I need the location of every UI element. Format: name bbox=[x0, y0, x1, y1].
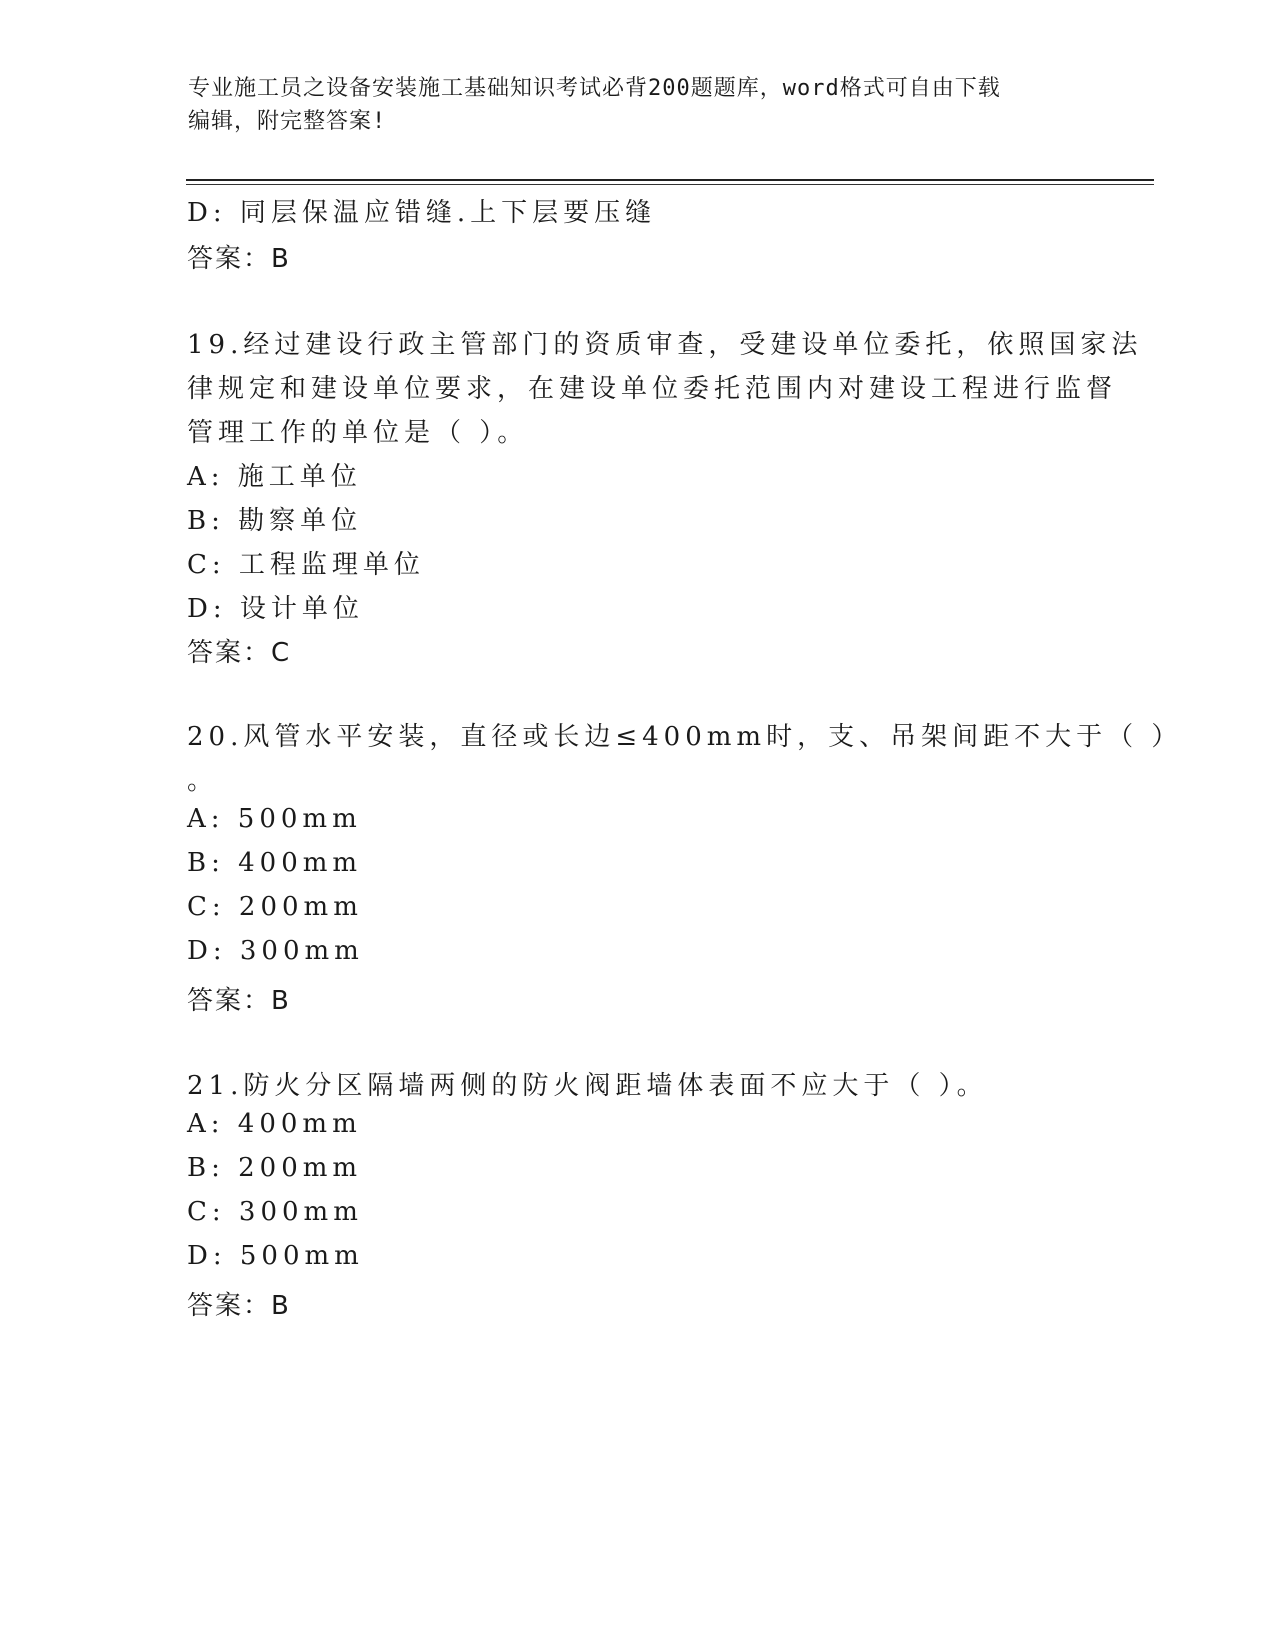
header-divider-thin bbox=[186, 184, 1154, 185]
q21-answer: 答案：B bbox=[187, 1291, 291, 1321]
q20-text-line-1: 20.风管水平安装，直径或长边≤400mm时，支、吊架间距不大于（ ） bbox=[187, 722, 1183, 752]
q19-option-d: D: 设计单位 bbox=[187, 594, 364, 624]
q21-option-d: D: 500mm bbox=[187, 1241, 364, 1271]
q21-option-b: B: 200mm bbox=[187, 1153, 363, 1183]
q21-option-a: A: 400mm bbox=[187, 1109, 362, 1139]
document-header bbox=[188, 72, 1088, 138]
q20-option-d: D: 300mm bbox=[187, 936, 364, 966]
q19-text-line-2: 律规定和建设单位要求，在建设单位委托范围内对建设工程进行监督 bbox=[187, 374, 1118, 404]
q20-option-a: A: 500mm bbox=[187, 804, 362, 834]
prev-question-answer: 答案：B bbox=[187, 244, 291, 274]
q19-text-line-1: 19.经过建设行政主管部门的资质审查，受建设单位委托，依照国家法 bbox=[187, 330, 1143, 360]
q21-text-line-1: 21.防火分区隔墙两侧的防火阀距墙体表面不应大于（ ）。 bbox=[187, 1071, 988, 1101]
q19-option-b: B: 勘察单位 bbox=[187, 506, 363, 536]
q19-text-line-3: 管理工作的单位是（ ）。 bbox=[187, 418, 529, 448]
header-title-line-1: 专业施工员之设备安装施工基础知识考试必背200题题库，word格式可自由下载 bbox=[188, 76, 1001, 101]
header-divider-thick bbox=[186, 179, 1154, 181]
q20-option-c: C: 200mm bbox=[187, 892, 363, 922]
q19-answer: 答案：C bbox=[187, 638, 292, 668]
q20-option-b: B: 400mm bbox=[187, 848, 363, 878]
q19-option-c: C: 工程监理单位 bbox=[187, 550, 425, 580]
q20-text-line-2: 。 bbox=[187, 766, 219, 796]
q21-option-c: C: 300mm bbox=[187, 1197, 363, 1227]
header-title-line-2: 编辑，附完整答案! bbox=[188, 109, 387, 134]
prev-question-option-d: D: 同层保温应错缝.上下层要压缝 bbox=[187, 198, 657, 228]
q20-answer: 答案：B bbox=[187, 986, 291, 1016]
q19-option-a: A: 施工单位 bbox=[187, 462, 362, 492]
